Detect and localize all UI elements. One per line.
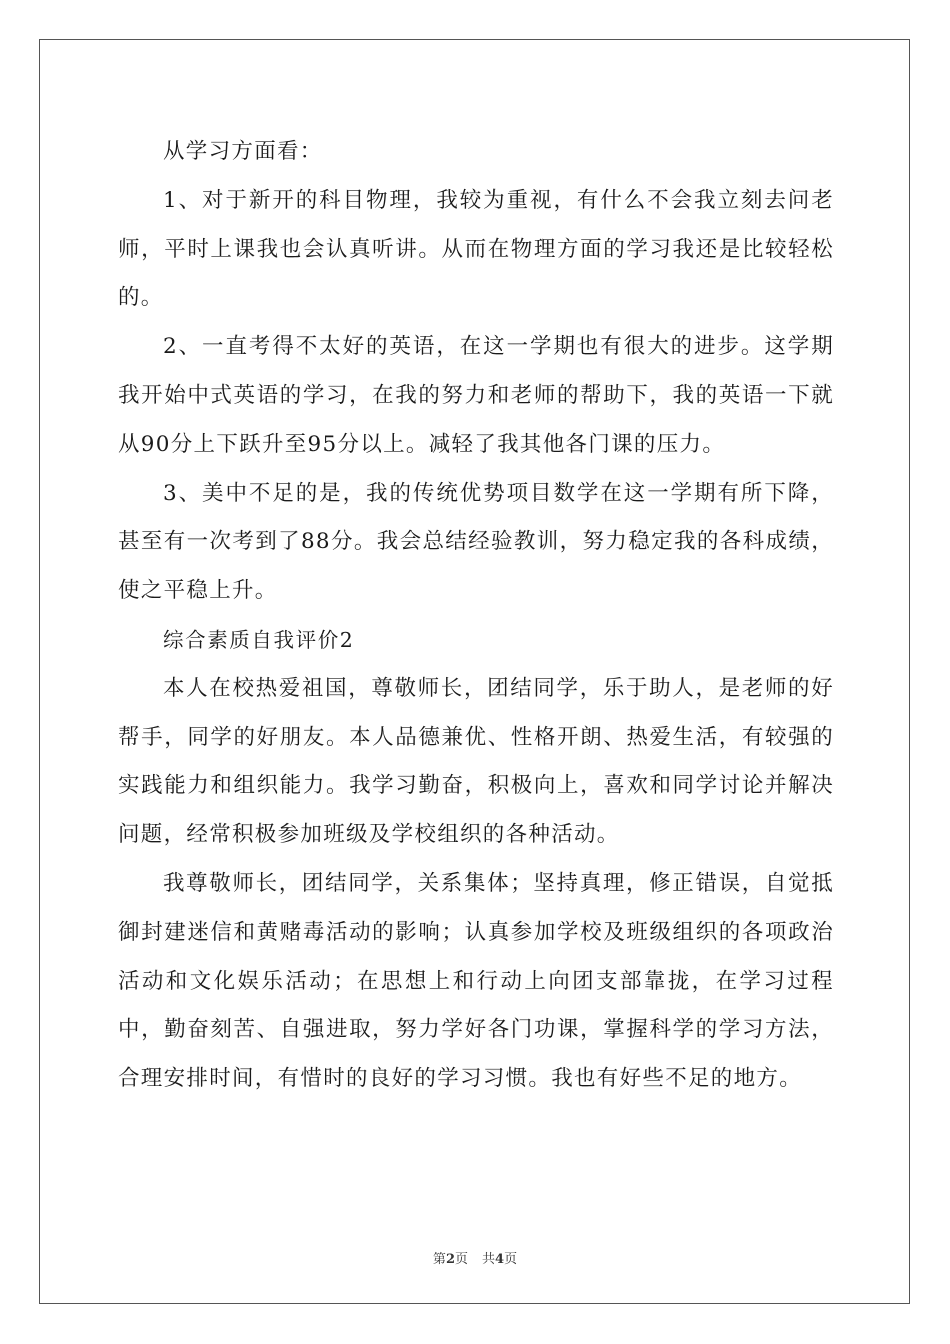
- page-prefix: 第: [432, 1252, 446, 1267]
- document-body: [118, 128, 834, 1104]
- total-suffix: 页: [504, 1252, 518, 1267]
- total-pages: 4: [495, 1252, 505, 1267]
- paragraph-physics: 1、对于新开的科目物理，我较为重视，有什么不会我立刻去问老师，平时上课我也会认真听讲。从而在物理方面的学习我还是比较轻松的。: [118, 187, 834, 311]
- page-number: 2: [445, 1252, 455, 1267]
- paragraph-conduct: 我尊敬师长，团结同学，关系集体；坚持真理，修正错误，自觉抵御封建迷信和黄赌毒活动的影响；认真参加学校及班级组织的各项政治活动和文化娱乐活动；在思想上和行动上向团支部靠拢，在学习过程中，勤奋刻苦、自强进取，努力学好各门功课，掌握科学的学习方法，合理安排时间，有惜时的良好的学习习惯。我也有好些不足的地方。: [118, 870, 834, 1092]
- total-prefix: 共: [482, 1252, 496, 1267]
- page-footer: [0, 1248, 950, 1267]
- section-heading: 综合素质自我评价2: [163, 627, 355, 652]
- page-suffix: 页: [454, 1252, 468, 1267]
- paragraph-math: 3、美中不足的是，我的传统优势项目数学在这一学期有所下降，甚至有一次考到了88分。我会总结经验教训，努力稳定我的各科成绩，使之平稳上升。: [118, 480, 834, 604]
- paragraph-study-intro: 从学习方面看：: [163, 139, 323, 164]
- paragraph-self-intro: 本人在校热爱祖国，尊敬师长，团结同学，乐于助人，是老师的好帮手，同学的好朋友。本人品德兼优、性格开朗、热爱生活，有较强的实践能力和组织能力。我学习勤奋，积极向上，喜欢和同学讨论并解决问题，经常积极参加班级及学校组织的各种活动。: [118, 675, 834, 848]
- paragraph-english: 2、一直考得不太好的英语，在这一学期也有很大的进步。这学期我开始中式英语的学习，在我的努力和老师的帮助下，我的英语一下就从90分上下跃升至95分以上。减轻了我其他各门课的压力。: [118, 334, 834, 457]
